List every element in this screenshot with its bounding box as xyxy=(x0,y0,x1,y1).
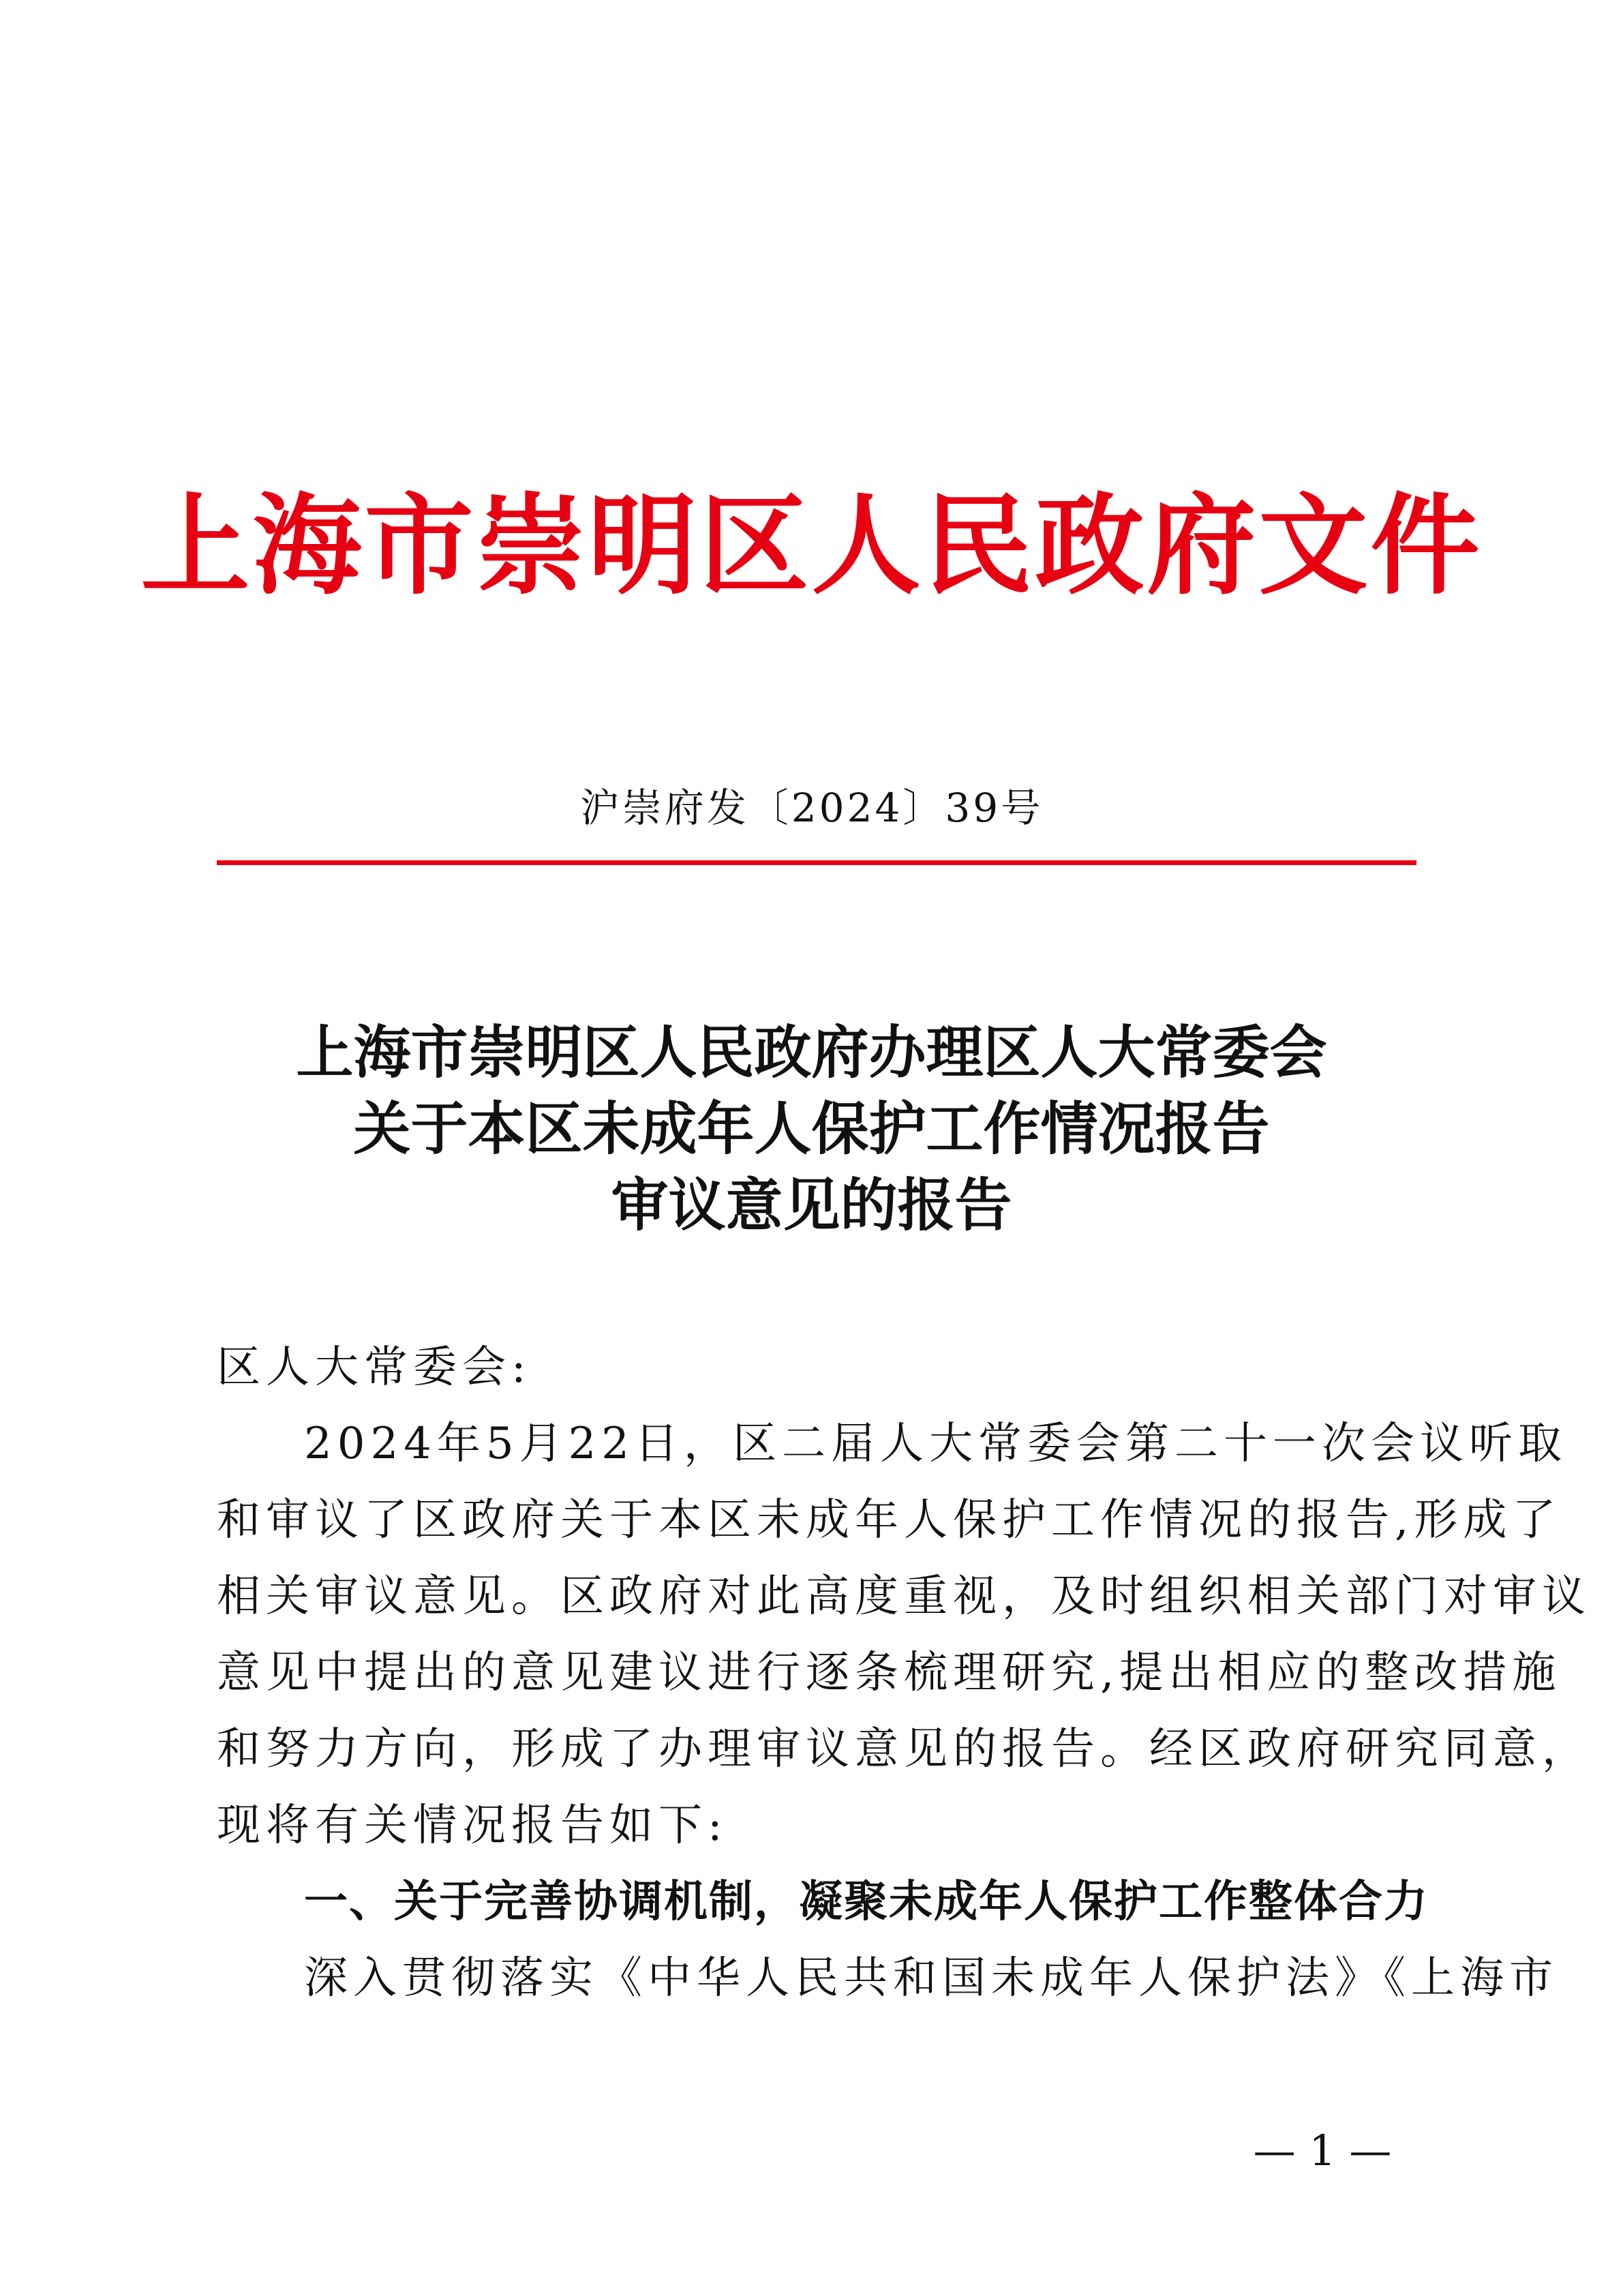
paragraph-line: 深入贯彻落实《中华人民共和国未成年人保护法》《上海市 xyxy=(304,1953,1558,2004)
title-line-2: 关于本区未成年人保护工作情况报告 xyxy=(353,1095,1270,1162)
paragraph-line: 和审议了区政府关于本区未成年人保护工作情况的报告,形成了 xyxy=(217,1495,1562,1545)
paragraph-line: 现将有关情况报告如下: xyxy=(217,1800,728,1851)
document-number: 沪崇府发〔2024〕39号 xyxy=(579,785,1044,831)
issuer-masthead: 上海市崇明区人民政府文件 xyxy=(140,481,1483,609)
paragraph-line: 相关审议意见。区政府对此高度重视，及时组织相关部门对审议 xyxy=(217,1571,1591,1622)
title-line-3: 审议意见的报告 xyxy=(611,1171,1012,1239)
page-number: — 1 — xyxy=(1253,2126,1392,2175)
paragraph-line: 2024年5月22日，区二届人大常委会第二十一次会议听取 xyxy=(304,1419,1568,1469)
section-heading: 一、关于完善协调机制，凝聚未成年人保护工作整体合力 xyxy=(304,1877,1429,1927)
salutation: 区人大常委会: xyxy=(217,1342,532,1393)
paragraph-line: 和努力方向，形成了办理审议意见的报告。经区政府研究同意， xyxy=(217,1724,1591,1774)
paragraph-line: 意见中提出的意见建议进行逐条梳理研究,提出相应的整改措施 xyxy=(217,1648,1562,1698)
red-separator-line xyxy=(217,860,1416,865)
title-line-1: 上海市崇明区人民政府办理区人大常委会 xyxy=(296,1018,1327,1086)
document-body xyxy=(217,1329,1591,2016)
document-title xyxy=(0,1014,1623,1243)
